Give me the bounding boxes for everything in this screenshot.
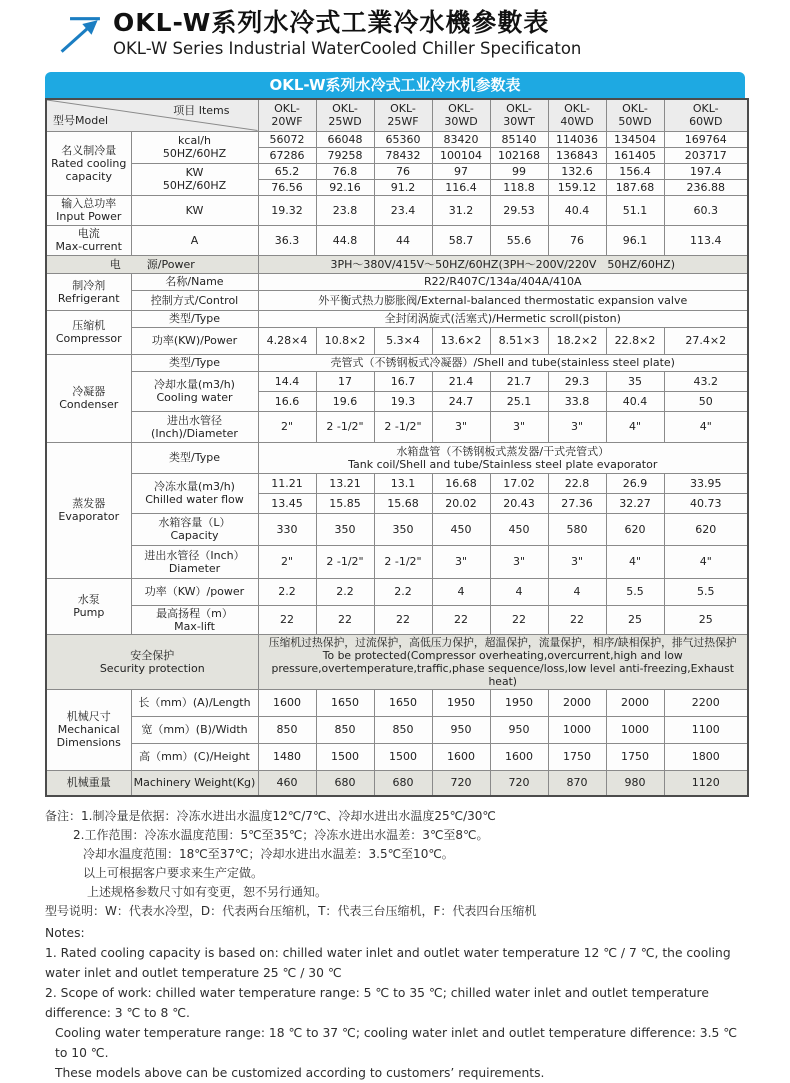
value-cell: 2.2 [258,578,316,605]
value-cell: 44 [374,225,432,255]
value-cell: 85140 [490,131,548,147]
value-cell: 29.3 [548,371,606,391]
value-cell: 55.6 [490,225,548,255]
value-cell: 21.7 [490,371,548,391]
value-cell: 13.6×2 [432,327,490,354]
value-cell: 16.6 [258,391,316,411]
value-cell: 65360 [374,131,432,147]
masthead [57,8,745,60]
value-cell: 3" [432,411,490,442]
value-cell: 33.8 [548,391,606,411]
value-cell: 10.8×2 [316,327,374,354]
value-cell: 114036 [548,131,606,147]
value-cell: 18.2×2 [548,327,606,354]
row-label-kw: KW 50HZ/60HZ [131,163,258,195]
row-label-kcal: kcal/h 50HZ/60HZ [131,131,258,163]
value-cell: 2.2 [374,578,432,605]
value-cell: 23.4 [374,195,432,225]
value-cell: 1600 [490,743,548,770]
value-cell: 13.1 [374,473,432,493]
page-title-en: OKL-W Series Industrial WaterCooled Chiller Specificaton [113,39,582,58]
value-cell: 5.5 [664,578,748,605]
value-cell: 850 [316,716,374,743]
value-cell: 4" [664,411,748,442]
value-cell: 22.8 [548,473,606,493]
title-block [113,8,581,60]
value-cell: 27.4×2 [664,327,748,354]
value-cell: 35 [606,371,664,391]
value-cell: 1950 [490,689,548,716]
value-cell: 236.88 [664,179,748,195]
model-header-cell: OKL- 25WF [374,99,432,131]
section-label-evaporator: 蒸发器 Evaporator [46,442,131,578]
value-cell: 40.73 [664,493,748,513]
section-label-pump: 水泵 Pump [46,578,131,634]
row-label-condenser-pipe: 进出水管径 (Inch)/Diameter [131,411,258,442]
value-cell: 950 [432,716,490,743]
row-label-pump-power: 功率（KW）/power [131,578,258,605]
value-cell: 25.1 [490,391,548,411]
value-cell: 92.16 [316,179,374,195]
value-cell: 23.8 [316,195,374,225]
row-label-cooling-water: 冷却水量(m3/h) Cooling water [131,371,258,411]
value-cell: 1800 [664,743,748,770]
evaporator-pipe-row [46,545,748,578]
value-cell: 91.2 [374,179,432,195]
pump-lift-row [46,605,748,634]
value-cell: 11.21 [258,473,316,493]
condenser-type-value: 壳管式（不锈钢板式冷凝器）/Shell and tube(stainless steel plate) [258,354,748,371]
row-label-compressor-type: 类型/Type [131,310,258,327]
value-cell: 33.95 [664,473,748,493]
value-cell: 102168 [490,147,548,163]
value-cell: 1600 [258,689,316,716]
capacity-kcal-50hz-row [46,131,748,147]
model-header-cell: OKL- 50WD [606,99,664,131]
note-line: 备注：1.制冷量是依据：冷冻水进出水温度12℃/7℃、冷却水进出水温度25℃/30℃ [45,809,496,823]
value-cell: 16.7 [374,371,432,391]
value-cell: 15.68 [374,493,432,513]
value-cell: 19.32 [258,195,316,225]
value-cell: 2 -1/2" [374,545,432,578]
value-cell: 100104 [432,147,490,163]
value-cell: 5.3×4 [374,327,432,354]
value-cell: 450 [490,513,548,545]
note-line: Cooling water temperature range: 18 ℃ to 37 ℃; cooling water inlet and outlet temperature difference: 3.5 ℃ to 10 ℃. [55,1026,738,1060]
condenser-water-50hz-row [46,371,748,391]
value-cell: 51.1 [606,195,664,225]
section-label-input-power: 输入总功率 Input Power [46,195,131,225]
value-cell: 31.2 [432,195,490,225]
value-cell: 450 [432,513,490,545]
value-cell: 27.36 [548,493,606,513]
value-cell: 3" [432,545,490,578]
value-cell: 25 [664,605,748,634]
row-label-height: 高（mm）(C)/Height [131,743,258,770]
value-cell: 2 -1/2" [316,411,374,442]
value-cell: 1600 [432,743,490,770]
value-cell: 76 [374,163,432,179]
value-cell: 118.8 [490,179,548,195]
value-cell: 330 [258,513,316,545]
section-label-dimensions: 机械尺寸 Mechanical Dimensions [46,689,131,770]
compressor-power-row [46,327,748,354]
value-cell: 79258 [316,147,374,163]
value-cell: 1000 [548,716,606,743]
value-cell: 203717 [664,147,748,163]
value-cell: 22 [258,605,316,634]
row-label-chilled-water: 冷冻水量(m3/h) Chilled water flow [131,473,258,513]
model-header-cell: OKL- 60WD [664,99,748,131]
value-cell: 113.4 [664,225,748,255]
note-line: 2.工作范围：冷冻水温度范围：5℃至35℃；冷冻水进出水温差：3℃至8℃。 [73,828,489,842]
input-power-row [46,195,748,225]
value-cell: 350 [374,513,432,545]
value-cell: 850 [374,716,432,743]
row-label-tank-capacity: 水箱容量（L） Capacity [131,513,258,545]
model-header-row [46,99,748,131]
value-cell: 3" [548,545,606,578]
value-cell: 60.3 [664,195,748,225]
value-cell: 136843 [548,147,606,163]
row-label-evaporator-type: 类型/Type [131,442,258,473]
compressor-type-row [46,310,748,327]
value-cell: 720 [490,770,548,796]
row-label-refrigerant-control: 控制方式/Control [131,290,258,310]
value-cell: 44.8 [316,225,374,255]
value-cell: 159.12 [548,179,606,195]
refrigerant-name-value: R22/R407C/134a/404A/410A [258,273,748,290]
row-label-condenser-type: 类型/Type [131,354,258,371]
value-cell: 1000 [606,716,664,743]
value-cell: 2 -1/2" [316,545,374,578]
dimension-height-row [46,743,748,770]
value-cell: 187.68 [606,179,664,195]
value-cell: 4 [490,578,548,605]
value-cell: 22 [374,605,432,634]
corner-model-label: 型号Model [53,113,109,127]
value-cell: 4 [432,578,490,605]
value-cell: 36.3 [258,225,316,255]
value-cell: 1750 [548,743,606,770]
row-label-refrigerant-name: 名称/Name [131,273,258,290]
value-cell: 8.51×3 [490,327,548,354]
value-cell: 2.2 [316,578,374,605]
value-cell: 3" [490,411,548,442]
value-cell: 1120 [664,770,748,796]
value-cell: 2 -1/2" [374,411,432,442]
row-label-kw-unit: KW [131,195,258,225]
row-label-compressor-power: 功率(KW)/Power [131,327,258,354]
value-cell: 350 [316,513,374,545]
pump-power-row [46,578,748,605]
value-cell: 13.21 [316,473,374,493]
value-cell: 620 [606,513,664,545]
note-line: 型号说明：W：代表水冷型，D：代表两台压缩机，T：代表三台压缩机，F：代表四台压缩机 [45,904,537,918]
value-cell: 5.5 [606,578,664,605]
row-label-ampere-unit: A [131,225,258,255]
value-cell: 20.02 [432,493,490,513]
evaporator-flow-50hz-row [46,473,748,493]
row-label-max-lift: 最高扬程（m） Max-lift [131,605,258,634]
note-line: 上述规格参数尺寸如有变更，恕不另行通知。 [87,885,328,899]
model-header-cell: OKL- 25WD [316,99,374,131]
value-cell: 720 [432,770,490,796]
value-cell: 50 [664,391,748,411]
section-label-capacity: 名义制冷量 Rated cooling capacity [46,131,131,195]
value-cell: 2200 [664,689,748,716]
value-cell: 32.27 [606,493,664,513]
row-label-width: 宽（mm）(B)/Width [131,716,258,743]
evaporator-type-row [46,442,748,473]
value-cell: 1500 [316,743,374,770]
row-label-weight-en: Machinery Weight(Kg) [131,770,258,796]
model-header-cell: OKL- 20WF [258,99,316,131]
value-cell: 22 [490,605,548,634]
section-label-compressor: 压缩机 Compressor [46,310,131,354]
value-cell: 40.4 [548,195,606,225]
note-line: 以上可根据客户要求来生产定做。 [83,866,264,880]
value-cell: 67286 [258,147,316,163]
value-cell: 19.6 [316,391,374,411]
refrigerant-control-row [46,290,748,310]
value-cell: 17 [316,371,374,391]
value-cell: 20.43 [490,493,548,513]
value-cell: 1750 [606,743,664,770]
value-cell: 1480 [258,743,316,770]
value-cell: 4" [664,545,748,578]
value-cell: 22.8×2 [606,327,664,354]
compressor-type-value: 全封闭涡旋式(活塞式)/Hermetic scroll(piston) [258,310,748,327]
page-title-zh: OKL-W系列水冷式工業冷水機參數表 [113,8,550,37]
value-cell: 1100 [664,716,748,743]
footnotes [45,807,745,1083]
value-cell: 25 [606,605,664,634]
value-cell: 43.2 [664,371,748,391]
refrigerant-name-row [46,273,748,290]
note-line: These models above can be customized according to customers’ requirements. [55,1066,545,1080]
value-cell: 26.9 [606,473,664,493]
value-cell: 620 [664,513,748,545]
value-cell: 460 [258,770,316,796]
capacity-kw-50hz-row [46,163,748,179]
evaporator-type-value: 水箱盘管（不锈钢板式蒸发器/干式壳管式） Tank coil/Shell and tube/Stainless steel plate evaporator [258,442,748,473]
value-cell: 4" [606,545,664,578]
corner-items-label: 项目 Items [173,104,230,117]
model-header-cell: OKL- 30WD [432,99,490,131]
row-label-power-supply: 电 源/Power [46,255,258,273]
value-cell: 24.7 [432,391,490,411]
value-cell: 22 [432,605,490,634]
corner-cell [46,99,258,131]
value-cell: 132.6 [548,163,606,179]
section-label-condenser: 冷凝器 Condenser [46,354,131,442]
value-cell: 21.4 [432,371,490,391]
value-cell: 29.53 [490,195,548,225]
value-cell: 850 [258,716,316,743]
value-cell: 1650 [316,689,374,716]
value-cell: 870 [548,770,606,796]
value-cell: 76 [548,225,606,255]
security-protection-text: 压缩机过热保护，过流保护，高低压力保护，超温保护，流量保护，相序/缺相保护，排气过热保护 To be protected(Compressor overheating,overcurrent,high and low pressure,overtemperature,traffic,phase sequence/loss,low level anti-freezing,Exhaust heat) [258,634,748,689]
value-cell: 4.28×4 [258,327,316,354]
value-cell: 680 [374,770,432,796]
section-label-max-current: 电流 Max-current [46,225,131,255]
brand-arrow-icon [57,12,103,56]
value-cell: 3" [548,411,606,442]
value-cell: 580 [548,513,606,545]
note-line: 2. Scope of work: chilled water temperature range: 5 ℃ to 35 ℃; chilled water inlet and outlet temperature difference: 3 ℃ to 8 ℃. [45,986,709,1020]
value-cell: 161405 [606,147,664,163]
row-label-length: 长（mm）(A)/Length [131,689,258,716]
note-line: 冷却水温度范围：18℃至37℃；冷却水进出水温差：3.5℃至10℃。 [83,847,454,861]
value-cell: 1650 [374,689,432,716]
value-cell: 15.85 [316,493,374,513]
value-cell: 17.02 [490,473,548,493]
value-cell: 1950 [432,689,490,716]
note-line: Notes: [45,926,85,940]
model-header-cell: OKL- 40WD [548,99,606,131]
machinery-weight-row [46,770,748,796]
value-cell: 76.56 [258,179,316,195]
value-cell: 13.45 [258,493,316,513]
row-label-evaporator-pipe: 进出水管径（Inch） Diameter [131,545,258,578]
value-cell: 197.4 [664,163,748,179]
value-cell: 99 [490,163,548,179]
value-cell: 66048 [316,131,374,147]
value-cell: 65.2 [258,163,316,179]
section-label-refrigerant: 制冷剂 Refrigerant [46,273,131,310]
value-cell: 58.7 [432,225,490,255]
value-cell: 169764 [664,131,748,147]
value-cell: 16.68 [432,473,490,493]
value-cell: 2000 [606,689,664,716]
value-cell: 2000 [548,689,606,716]
condenser-type-row [46,354,748,371]
dimension-length-row [46,689,748,716]
value-cell: 97 [432,163,490,179]
security-protection-row [46,634,748,689]
value-cell: 96.1 [606,225,664,255]
evaporator-tank-row [46,513,748,545]
spec-table [45,98,749,797]
model-header-cell: OKL- 30WT [490,99,548,131]
value-cell: 40.4 [606,391,664,411]
value-cell: 134504 [606,131,664,147]
section-label-security: 安全保护 Security protection [46,634,258,689]
value-cell: 950 [490,716,548,743]
condenser-pipe-row [46,411,748,442]
note-line: 1. Rated cooling capacity is based on: chilled water inlet and outlet water temperature 12 ℃ / 7 ℃, the cooling water inlet and outlet temperature 25 ℃ / 30 ℃ [45,946,731,980]
value-cell: 2" [258,545,316,578]
refrigerant-control-value: 外平衡式热力膨胀阀/External-balanced thermostatic expansion valve [258,290,748,310]
value-cell: 156.4 [606,163,664,179]
value-cell: 78432 [374,147,432,163]
value-cell: 2" [258,411,316,442]
value-cell: 56072 [258,131,316,147]
value-cell: 76.8 [316,163,374,179]
power-supply-value: 3PH～380V/415V～50HZ/60HZ(3PH～200V/220V 50HZ/60HZ) [258,255,748,273]
value-cell: 116.4 [432,179,490,195]
value-cell: 22 [316,605,374,634]
value-cell: 3" [490,545,548,578]
dimension-width-row [46,716,748,743]
value-cell: 22 [548,605,606,634]
value-cell: 4" [606,411,664,442]
value-cell: 1500 [374,743,432,770]
max-current-row [46,225,748,255]
value-cell: 680 [316,770,374,796]
power-supply-row [46,255,748,273]
value-cell: 83420 [432,131,490,147]
section-label-weight-zh: 机械重量 [46,770,131,796]
footnotes-en [45,923,745,1083]
value-cell: 980 [606,770,664,796]
table-banner-title: OKL-W系列水冷式工业冷水机参数表 [45,72,745,98]
value-cell: 14.4 [258,371,316,391]
value-cell: 4 [548,578,606,605]
value-cell: 19.3 [374,391,432,411]
